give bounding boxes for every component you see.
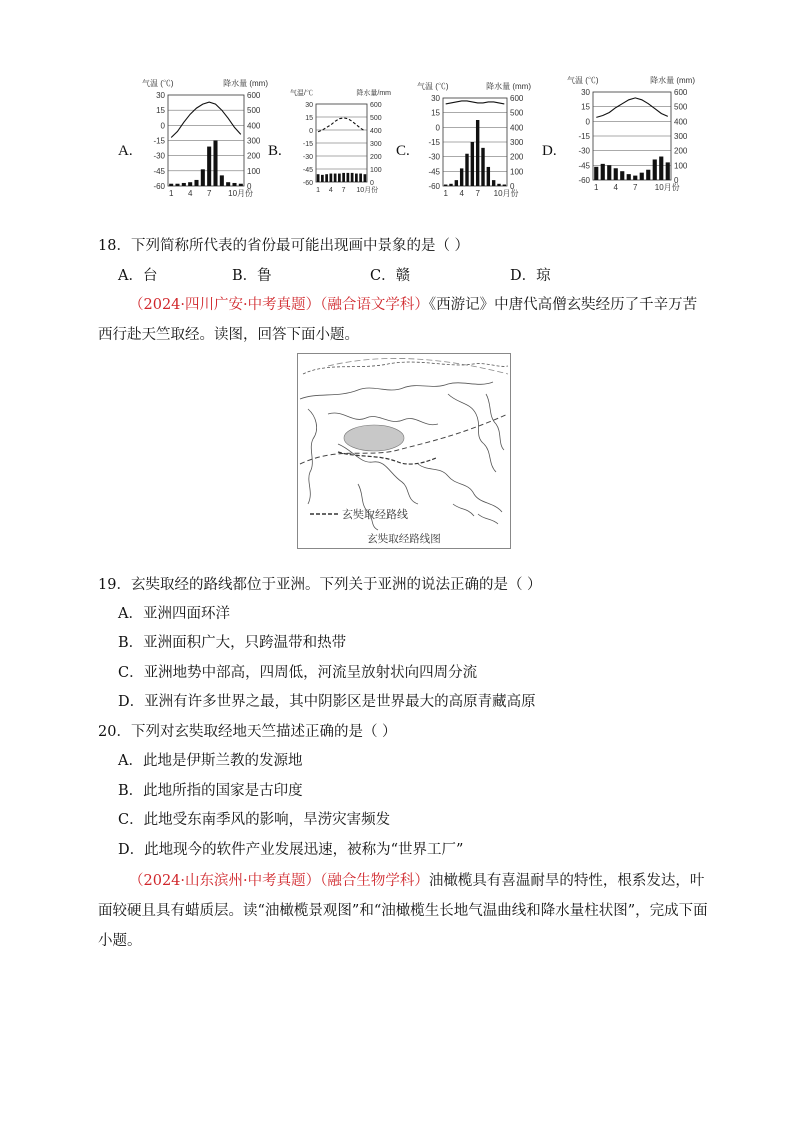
temp-tick-label: -60 (302, 180, 313, 187)
precip-tick-label: 0 (674, 176, 679, 185)
precip-axis-title: 降水量/mm (356, 90, 391, 97)
temp-tick-label: 0 (435, 123, 440, 133)
route-map-figure (297, 353, 511, 549)
question-20-option-a: A．此地是伊斯兰教的发源地 (118, 753, 303, 769)
option-letter-c: C. (396, 143, 410, 159)
month-tick-label: 1 (316, 187, 321, 194)
temp-tick-label: 30 (156, 91, 165, 100)
precip-bar (359, 174, 362, 182)
temp-tick-label: -15 (302, 141, 313, 148)
precip-tick-label: 100 (510, 167, 524, 177)
map-route-label: 玄奘取经路线 (342, 508, 408, 521)
asia-map-drawing (298, 354, 510, 532)
temp-tick-label: 15 (156, 106, 165, 116)
temperature-curve (596, 98, 668, 118)
precip-tick-label: 600 (510, 94, 524, 103)
precip-bar (476, 120, 479, 186)
precip-bar (492, 180, 495, 186)
month-tick-label: 1 (168, 189, 174, 198)
precip-bar (633, 176, 637, 180)
precip-tick-label: 400 (510, 123, 524, 133)
precip-bar (175, 184, 179, 186)
precip-tick-label: 0 (247, 182, 252, 191)
precip-bar (239, 184, 243, 186)
month-tick-label: 7 (633, 183, 638, 192)
precip-tick-label: 200 (370, 154, 382, 161)
precip-bar (487, 167, 490, 186)
precip-tick-label: 500 (370, 115, 382, 122)
temperature-curve (171, 102, 241, 137)
month-tick-label: 4 (187, 189, 193, 198)
precip-bar (481, 148, 484, 186)
precip-tick-label: 300 (674, 132, 688, 141)
question-19-option-b: B．亚洲面积广大，只跨温带和热带 (118, 635, 347, 651)
climograph-c (415, 78, 533, 200)
temperature-curve (318, 118, 365, 132)
temp-tick-label: -15 (153, 136, 165, 146)
precip-bar (471, 142, 474, 186)
precip-bar (342, 173, 345, 182)
precip-bar (444, 185, 447, 186)
precip-bar (355, 174, 358, 182)
intro-paragraph-1 (98, 290, 710, 350)
month-tick-label: 10月份 (493, 189, 519, 198)
precip-bar (220, 175, 224, 186)
precip-tick-label: 600 (370, 102, 382, 109)
precip-bar (321, 175, 324, 182)
precip-tick-label: 200 (510, 152, 524, 162)
temp-tick-label: -30 (153, 151, 165, 161)
precip-bar (497, 184, 500, 186)
question-20-stem: 20．下列对玄奘取经地天竺描述正确的是（ ） (98, 724, 397, 740)
option-letter-b: B. (268, 143, 282, 159)
temp-tick-label: -45 (302, 167, 313, 174)
precip-bar (601, 164, 605, 180)
temp-tick-label: -45 (153, 166, 165, 176)
precip-bar (465, 154, 468, 186)
option-letter-a: A. (118, 143, 133, 159)
intro-text-1: 《西游记》中唐代高僧玄奘经历了千辛万苦西行赴天竺取经。读图，回答下面小题。 (98, 297, 698, 343)
map-caption: 玄奘取经路线图 (367, 533, 441, 545)
month-tick-label: 4 (328, 187, 333, 194)
question-20-option-c: C．此地受东南季风的影响，旱涝灾害频发 (118, 812, 391, 828)
precip-tick-label: 100 (247, 166, 261, 176)
precip-bar (646, 170, 650, 180)
intro-text-2: 油橄榄具有喜温耐旱的特性，根系发达，叶面较硬且具有蜡质层。读“油橄榄景观图”和“油橄榄生长地气温曲线和降水量柱状图”，完成下面小题。 (98, 873, 708, 949)
precip-bar (338, 174, 341, 182)
temp-tick-label: 15 (431, 108, 440, 118)
temp-tick-label: 30 (581, 88, 590, 97)
precip-bar (182, 183, 186, 186)
precip-axis-title: 降水量 (mm) (223, 79, 268, 88)
question-20-option-d: D．此地现今的软件产业发展迅速，被称为“世界工厂” (118, 842, 464, 858)
precip-bar (317, 174, 320, 182)
question-19-option-a: A．亚洲四面环洋 (118, 606, 230, 622)
temp-tick-label: -45 (578, 161, 590, 171)
question-19-option-d: D．亚洲有许多世界之最，其中阴影区是世界最大的高原青藏高原 (118, 694, 536, 710)
temp-axis-title: 气温/℃ (290, 90, 313, 97)
temp-tick-label: -30 (302, 154, 313, 161)
precip-bar (194, 180, 198, 186)
temp-tick-label: -45 (428, 167, 440, 177)
precip-bar (351, 173, 354, 182)
precip-tick-label: 100 (370, 167, 382, 174)
temp-tick-label: 15 (581, 102, 590, 112)
month-tick-label: 1 (594, 183, 599, 192)
precip-tick-label: 400 (370, 128, 382, 135)
climograph-b (288, 84, 393, 196)
precip-tick-label: 300 (370, 141, 382, 148)
precip-axis-title: 降水量 (mm) (486, 82, 531, 91)
temp-tick-label: -60 (428, 182, 440, 191)
question-18-option-c: C．赣 (370, 268, 411, 284)
question-19-stem: 19．玄奘取经的路线都位于亚洲。下列关于亚洲的说法正确的是（ ） (98, 577, 542, 593)
month-tick-label: 10月份 (356, 187, 379, 194)
temp-tick-label: -15 (578, 132, 590, 141)
precip-tick-label: 200 (247, 151, 261, 161)
precip-bar (594, 167, 598, 180)
precip-bar (213, 141, 217, 187)
precip-bar (325, 174, 328, 182)
precip-tick-label: 0 (370, 180, 374, 187)
precip-tick-label: 400 (247, 121, 261, 131)
precip-tick-label: 300 (510, 138, 524, 147)
temp-tick-label: -60 (153, 182, 165, 191)
precip-tick-label: 100 (674, 161, 688, 171)
temp-tick-label: 0 (160, 121, 165, 131)
precip-axis-title: 降水量 (mm) (650, 76, 695, 85)
precip-bar (232, 183, 236, 186)
precip-tick-label: 500 (247, 106, 261, 116)
precip-bar (330, 174, 333, 182)
precip-bar (364, 174, 367, 182)
temp-tick-label: 0 (585, 117, 590, 127)
precip-bar (449, 184, 452, 186)
month-tick-label: 10月份 (228, 189, 254, 198)
source-tag-1: （2024·四川广安·中考真题）（融合语文学科） (129, 297, 429, 313)
temp-tick-label: -30 (428, 152, 440, 162)
temp-tick-label: 30 (431, 94, 440, 103)
temp-tick-label: -15 (428, 138, 440, 147)
month-tick-label: 7 (341, 187, 346, 194)
precip-bar (226, 182, 230, 186)
temp-tick-label: 0 (309, 128, 313, 135)
month-tick-label: 4 (613, 183, 618, 192)
precip-bar (503, 185, 506, 186)
precip-tick-label: 500 (510, 108, 524, 118)
precip-bar (347, 173, 350, 182)
precip-tick-label: 600 (247, 91, 261, 100)
temp-tick-label: 30 (305, 102, 313, 109)
question-18-option-a: A．台 (118, 268, 158, 284)
temp-tick-label: -30 (578, 146, 590, 156)
temp-tick-label: 15 (305, 115, 313, 122)
precip-bar (614, 168, 618, 180)
precip-bar (653, 159, 657, 180)
precip-bar (620, 171, 624, 180)
question-19-option-c: C．亚洲地势中部高，四周低，河流呈放射状向四周分流 (118, 665, 478, 681)
month-tick-label: 1 (443, 189, 448, 198)
source-tag-2: （2024·山东滨州·中考真题）（融合生物学科） (129, 873, 429, 889)
climograph-d (565, 72, 697, 194)
question-20-option-b: B．此地所指的国家是古印度 (118, 783, 303, 799)
precip-bar (455, 180, 458, 186)
question-18-option-d: D．琼 (510, 268, 551, 284)
precip-tick-label: 300 (247, 136, 261, 146)
question-18-option-b: B．鲁 (232, 268, 272, 284)
month-tick-label: 4 (459, 189, 464, 198)
intro-paragraph-2 (98, 866, 710, 956)
temp-axis-title: 气温 (℃) (567, 76, 599, 85)
precip-bar (640, 173, 644, 180)
temp-axis-title: 气温 (℃) (417, 82, 449, 91)
month-tick-label: 7 (206, 189, 212, 198)
precip-tick-label: 600 (674, 88, 688, 97)
question-18-stem: 18．下列简称所代表的省份最可能出现画中景象的是（ ） (98, 238, 470, 254)
temperature-curve (446, 101, 505, 104)
precip-bar (666, 162, 670, 180)
month-tick-label: 10月份 (654, 183, 680, 192)
precip-bar (188, 182, 192, 186)
precip-tick-label: 200 (674, 146, 688, 156)
temp-tick-label: -60 (578, 176, 590, 185)
precip-bar (169, 184, 173, 186)
precip-tick-label: 0 (510, 182, 515, 191)
precip-tick-label: 400 (674, 117, 688, 127)
precip-tick-label: 500 (674, 102, 688, 112)
month-tick-label: 7 (475, 189, 480, 198)
precip-bar (207, 147, 211, 186)
precip-bar (334, 174, 337, 182)
precip-bar (659, 157, 663, 180)
precip-bar (201, 169, 205, 186)
option-letter-d: D. (542, 143, 557, 159)
climograph-a (140, 75, 270, 200)
precip-bar (607, 165, 611, 180)
precip-bar (460, 168, 463, 186)
temp-axis-title: 气温 (℃) (142, 79, 174, 88)
precip-bar (627, 174, 631, 180)
